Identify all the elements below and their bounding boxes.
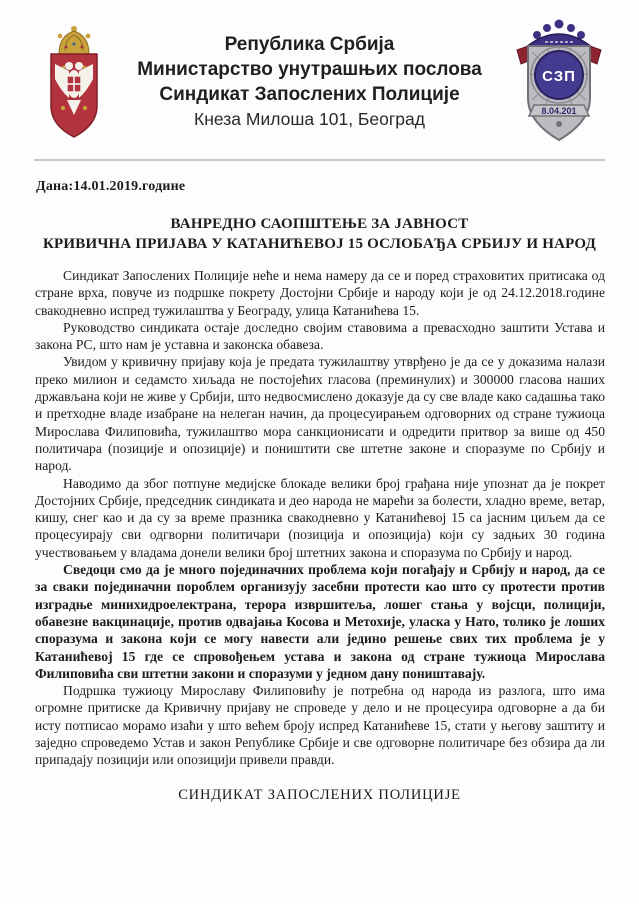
- paragraph-4: Наводимо да због потпуне медијске блокаде велики број грађана није упознат да је покрет Достојних Србије, председник синдиката и део народа не марећи за болести, хладно време, ветар, кишу, снег као и да су за време празника свакодневно у Катанићевој 15 са јасним циљем да се процесуирају сви одгворни политичари (позиција и опозиција) који су задњих 30 година учествовањем у владама донели велики број штетних закона и споразума по Србију и народ.: [35, 475, 605, 560]
- letterhead-country: Република Србија: [224, 34, 395, 55]
- signature-line: СИНДИКАТ ЗАПОСЛЕНИХ ПОЛИЦИЈЕ: [178, 786, 461, 803]
- document-title: [0, 215, 639, 254]
- paragraph-6: Подршка тужиоцу Мирославу Филиповићу је потребна од народа из разлога, што има огромне притиске да Кривичну пријаву не спроведе у дело и не процесуира одговорне а да би исту потписао морамо изаћи у што већем броју испред Катанићеве 15, стати у његову заштиту и заједно спроведемо Устав и закон Републике Србије и све одговорне политичаре без обзира да ли припадају позицији или опозицији привели правди.: [35, 683, 605, 768]
- letterhead-union: Синдикат Запослених Полиције: [159, 84, 460, 105]
- paragraph-1: Синдикат Запослених Полиције неће и нема намеру да се и поред страховитих притисака од стране врха, повуче из подршке покрету Достојни Србије и народу који је од 24.12.2018.године свакодневно испред тужилаштва у Београду, улица Катанићева 15.: [35, 268, 605, 318]
- szp-union-badge-icon: [507, 12, 611, 155]
- serbia-coat-of-arms-icon: [36, 20, 112, 149]
- title-line-1: ВАНРЕДНО САОПШТЕЊЕ ЗА ЈАВНОСТ: [170, 216, 469, 232]
- letterhead: [0, 0, 639, 155]
- paragraph-2: Руководство синдиката остаје доследно својим ставовима а превасходно заштити Устава и закона РС, што нам је уставна и законска обавеза.: [35, 319, 605, 353]
- serbia-coat-of-arms-svg: [36, 20, 112, 144]
- title-line-2: КРИВИЧНА ПРИЈАВА У КАТАНИЋЕВОЈ 15 ОСЛОБАЂА СРБИЈУ И НАРОД: [42, 235, 597, 252]
- szp-badge-svg: [507, 12, 611, 150]
- letterhead-text: [112, 10, 507, 132]
- document-body: [35, 267, 605, 769]
- header-divider: [34, 159, 605, 161]
- paragraph-3: Увидом у кривичну пријаву која је предата тужилаштву утврђено је да се у доказима налази преко милион и седамсто хиљада не постојећих гласова (преминулих) и 300000 гласова наших држављана који не живе у Србији, што недвосмислено доказује да су све владе како садашња тако и претходне владе изабране на нелеган начин, да процесуирањем одговорних од стране тужиоца Мирослава Филиповића, тужилаштво мора санкционисати и одредити притвор за више од 450 политичара (позиције и опозиције) и поништити све штетне законе и споразуме по Србију и народ.: [35, 354, 605, 474]
- paragraph-5: Сведоци смо да је много појединачних проблема који погађају и Србију и народ, да се за сваки појединачни пороблем организују засебни протести као што су протести против изградње минихидроелектрана, терора извршитеља, лошег стања у војсци, полицији, обавезне вакцинације, против одвајања Косова и Метохије, уласка у Нато, толико је лоших споразума и закона који се могу навести али једино решење свих тих проблема је у Катанићевој 15 где се спровођењем устава и закона од стране тужиоца Мирослава Филиповића сви штетни закони и споразуми у једном дану поништавају.: [35, 562, 605, 681]
- date-line: Дана:14.01.2019.године: [36, 179, 186, 194]
- badge-center-label: СЗП: [542, 68, 576, 85]
- letterhead-ministry: Министарство унутрашњих послова: [137, 59, 482, 80]
- badge-ribbon-date: 8.04.201: [541, 106, 577, 116]
- letterhead-address: Кнеза Милоша 101, Београд: [194, 109, 425, 129]
